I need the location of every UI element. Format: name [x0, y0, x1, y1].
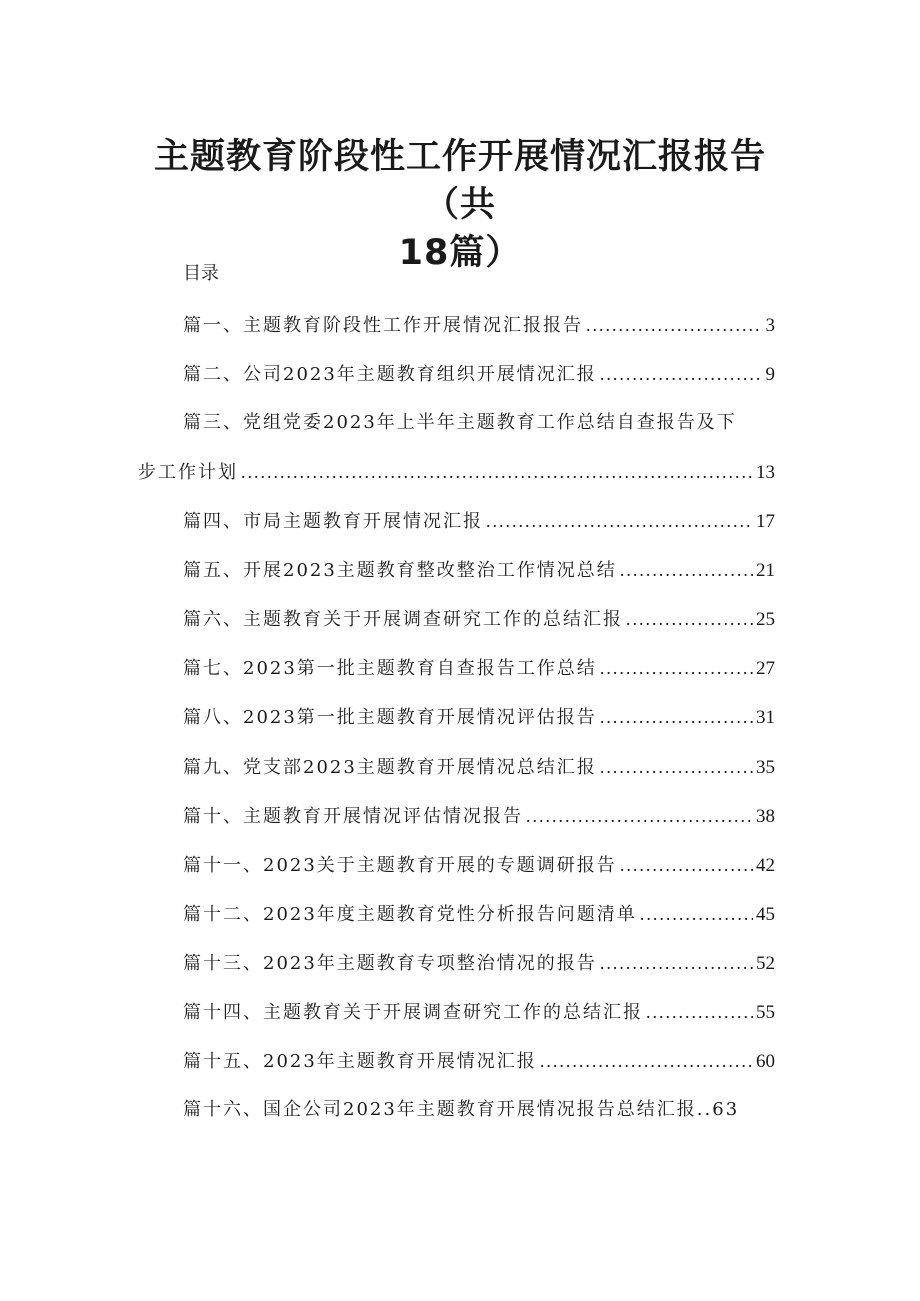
toc-entry-page: 42: [756, 855, 775, 876]
toc-entry[interactable]: [183, 1049, 775, 1073]
toc-entry-page: 45: [756, 904, 775, 925]
toc-entry-page: 21: [756, 560, 775, 581]
toc-entry-page: 25: [756, 609, 775, 630]
toc-entry[interactable]: [183, 705, 775, 729]
toc-leader-dots: [600, 951, 753, 975]
toc-leader-dots: [600, 705, 753, 729]
toc-entry[interactable]: [183, 656, 775, 680]
toc-entry[interactable]: [183, 509, 775, 533]
toc-entry-title: 篇五、开展2023主题教育整改整治工作情况总结: [183, 560, 617, 581]
toc-entry-page: 52: [756, 953, 775, 974]
toc-leader-dots: [586, 313, 763, 337]
toc-entry-title: 篇十一、2023关于主题教育开展的专题调研报告: [183, 855, 617, 876]
toc-leader-dots: [241, 460, 753, 484]
toc-entry-page: 35: [756, 757, 775, 778]
toc-entry-page: 31: [756, 707, 775, 728]
toc-entry[interactable]: [183, 607, 775, 631]
toc-entry-title: 篇十三、2023年主题教育专项整治情况的报告: [183, 953, 597, 974]
toc-entry-wrapped-first-line[interactable]: [183, 411, 775, 435]
toc-entry-page: 38: [756, 806, 775, 827]
toc-leader-dots: [600, 755, 753, 779]
toc-entry-title: 篇十五、2023年主题教育开展情况汇报: [183, 1051, 537, 1072]
toc-leader-dots: [526, 804, 753, 828]
toc-entry-title: 篇十、主题教育开展情况评估情况报告: [183, 806, 523, 827]
toc-entry-page: 17: [756, 511, 775, 532]
toc-leader-dots: [620, 853, 753, 877]
toc-entry[interactable]: [183, 558, 775, 582]
toc-leader-dots: [620, 558, 753, 582]
toc-entry-page: 9: [765, 364, 775, 385]
toc-entry-title: 篇九、党支部2023主题教育开展情况总结汇报: [183, 757, 597, 778]
toc-entry-title: 篇十二、2023年度主题教育党性分析报告问题清单: [183, 904, 637, 925]
toc-entry[interactable]: [183, 362, 775, 386]
toc-entry-text: 篇十六、国企公司2023年主题教育开展情况报告总结汇报..63: [183, 1099, 740, 1120]
toc-entry-title: 篇一、主题教育阶段性工作开展情况汇报报告: [183, 315, 583, 336]
toc-entry-title: 篇四、市局主题教育开展情况汇报: [183, 511, 483, 532]
toc-entry[interactable]: [183, 902, 775, 926]
toc-entry-page: 60: [756, 1051, 775, 1072]
toc-entry-page: 27: [756, 658, 775, 679]
toc-entry-title: 篇六、主题教育关于开展调查研究工作的总结汇报: [183, 609, 623, 630]
toc-leader-dots: [626, 607, 753, 631]
toc-entry-wrapped-second-line[interactable]: [138, 460, 775, 484]
toc-entry-page: 13: [756, 462, 775, 483]
toc-entry[interactable]: [183, 1098, 775, 1122]
toc-leader-dots: [640, 902, 753, 926]
toc-entry-title: 篇七、2023第一批主题教育自查报告工作总结: [183, 658, 597, 679]
toc-entry-title-line1: 篇三、党组党委2023年上半年主题教育工作总结自查报告及下: [183, 412, 737, 433]
toc-entry-page: 3: [765, 315, 775, 336]
toc-leader-dots: [600, 656, 753, 680]
toc-entry-title-line2: 步工作计划: [138, 462, 238, 483]
title-line-1: 主题教育阶段性工作开展情况汇报报告（共: [153, 137, 766, 225]
toc-entry[interactable]: [183, 951, 775, 975]
toc-entry[interactable]: [183, 1000, 775, 1024]
toc-leader-dots: [540, 1049, 753, 1073]
toc-entry-title: 篇二、公司2023年主题教育组织开展情况汇报: [183, 364, 597, 385]
toc-entry[interactable]: [183, 313, 775, 337]
toc-entry-page: 55: [756, 1002, 775, 1023]
toc-entry[interactable]: [183, 804, 775, 828]
toc-heading: 目录: [183, 263, 219, 284]
toc-entry[interactable]: [183, 853, 775, 877]
toc-leader-dots: [486, 509, 753, 533]
toc-entry-title: 篇八、2023第一批主题教育开展情况评估报告: [183, 707, 597, 728]
toc-entry[interactable]: [183, 755, 775, 779]
toc-entry-title: 篇十四、主题教育关于开展调查研究工作的总结汇报: [183, 1002, 643, 1023]
toc-leader-dots: [600, 362, 763, 386]
toc-leader-dots: [646, 1000, 753, 1024]
document-title: [120, 133, 800, 277]
title-line-2: 18篇）: [398, 233, 522, 273]
